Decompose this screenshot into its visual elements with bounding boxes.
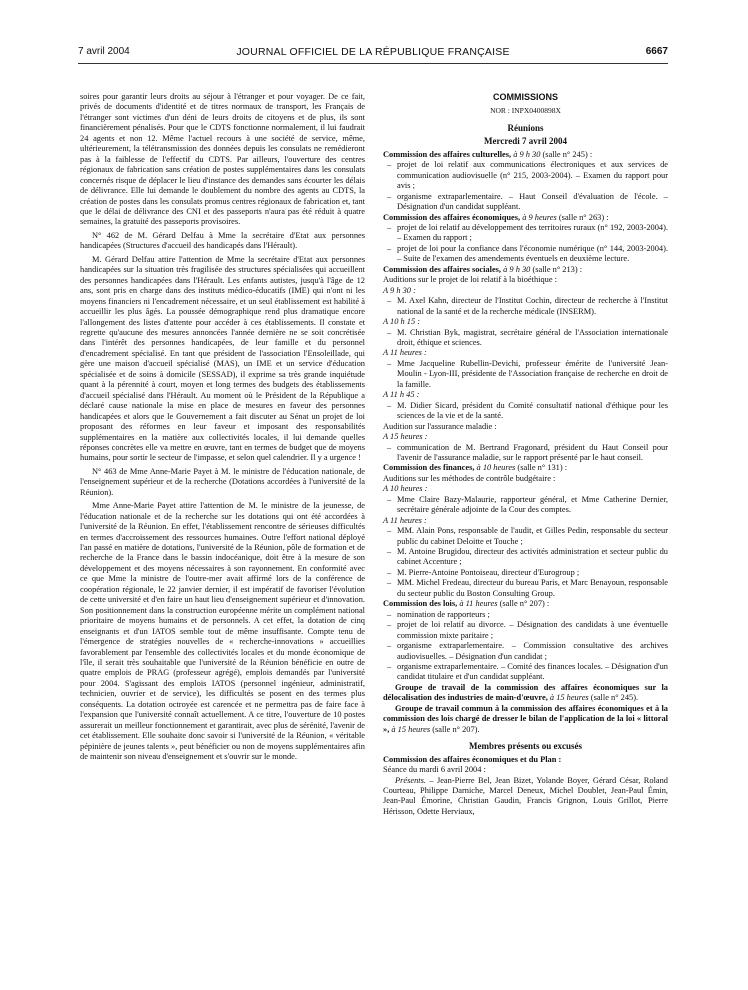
list-item: – projet de loi relatif aux communications électroniques et aux services de communication audiovisuelle (n° 215, 2003-2004). – Examen du rapport pour avis ; bbox=[383, 160, 668, 191]
time-slot: A 11 h 45 : bbox=[383, 390, 420, 400]
agenda-list bbox=[383, 526, 668, 599]
question-title: N° 462 de M. Gérard Delfau à Mme la secrétaire d'Etat aux personnes handicapées (Structures d'accueil des handicapés dans l'Hérault). bbox=[80, 230, 365, 251]
page-header bbox=[78, 46, 668, 62]
paragraph: M. Gérard Delfau attire l'attention de Mme la secrétaire d'Etat aux personnes handicapées sur la situation très fragilisée des structures spécialisées qui accueillent des personnes handicapées dans l'Hérault. Les enfants autistes, jusqu'à l'âge de 12 ans, sont pris en charge dans des instituts médico-éducatifs (IME) qui n'ont ni les moyens financiers ni l'encadrement nécessaire, et un seul établissement est habilité à accueillir les plus âgés. La poussée démographique rend plus dramatique encore l'allongement des listes d'attente pour accéder à ces établissements. Il constate et regrette qu'aucune des mesures annoncées l'année dernière ne se soit concrétisée dans l'intérêt des personnes handicapées, de leur famille et du personnel d'encadrement spécialisé. En tant que président de l'association l'Ensoleillade, qui gère une maison d'accueil spécialisé (MAS), un IME et un service d'éducation spécialisée et de soins à domicile (SESSAD), il exprime sa très grande inquiétude quant à la pérennité à court, moyen et long termes des budgets des établissements d'accueil spécialisé dans l'Hérault. Au moment où le Président de la République a déclaré cause nationale la mise en place de mesures en faveur des personnes handicapées et alors que le Gouvernement a fait discuter au Sénat un projet de loi proposant des réformes en leur faveur et imposant des responsabilités supplémentaires en la matière aux collectivités locales, il lui demande quelles réponses concrètes elle va mettre en œuvre, tant en termes de budget que de moyens humains, pour sortir le secteur de l'impasse, et selon quel calendrier. Il y a urgence ! bbox=[80, 254, 365, 463]
list-item: – MM. Alain Pons, responsable de l'audit, et Gilles Pedin, responsable du secteur public du cabinet Deloitte et Touche ; bbox=[383, 526, 668, 547]
commission-entry: Commission des finances, à 10 heures (salle n° 131) : bbox=[383, 463, 568, 473]
commission-entry: Commission des affaires économiques et du Plan : bbox=[383, 754, 562, 764]
agenda-list bbox=[383, 401, 668, 422]
time-slot: A 11 heures : bbox=[383, 515, 427, 525]
time-slot: A 9 h 30 : bbox=[383, 285, 416, 295]
list-item: – projet de loi pour la confiance dans l'économie numérique (n° 144, 2003-2004). – Suite de l'examen des amendements éventuels en deuxième lecture. bbox=[383, 244, 668, 265]
commission-entry: Commission des affaires économiques, à 9 heures (salle n° 263) : bbox=[383, 212, 609, 222]
agenda-list bbox=[383, 359, 668, 390]
time-slot: A 11 heures : bbox=[383, 348, 427, 358]
list-item: – M. Axel Kahn, directeur de l'Institut Cochin, directeur de recherche à l'Institut national de la santé et de la recherche médicale (INSERM). bbox=[383, 296, 668, 317]
agenda-list bbox=[383, 443, 668, 464]
header-page-number: 6667 bbox=[645, 46, 668, 57]
list-item: – organisme extraparlementaire. – Comité des finances locales. – Désignation d'un candidat titulaire et d'un candidat suppléant. bbox=[383, 662, 668, 683]
list-item: – Mme Claire Bazy-Malaurie, rapporteur général, et Mme Catherine Dernier, secrétaire générale adjointe de la Cour des comptes. bbox=[383, 495, 668, 516]
time-slot: A 15 heures : bbox=[383, 432, 428, 442]
agenda-list bbox=[383, 160, 668, 212]
list-item: – M. Didier Sicard, président du Comité consultatif national d'éthique pour les sciences de la vie et de la santé. bbox=[383, 401, 668, 422]
commission-entry: Commission des lois, à 11 heures (salle n° 207) : bbox=[383, 599, 550, 609]
header-date: 7 avril 2004 bbox=[78, 46, 130, 57]
list-item: – projet de loi relatif au divorce. – Désignation des candidats à une éventuelle commission mixte paritaire ; bbox=[383, 620, 668, 641]
agenda-list bbox=[383, 495, 668, 516]
header-rule bbox=[78, 63, 668, 64]
list-item: – MM. Michel Fredeau, directeur du bureau Paris, et Marc Benayoun, responsable du secteur public du Boston Consulting Group. bbox=[383, 578, 668, 599]
list-item: – projet de loi relatif au développement des territoires ruraux (n° 192, 2003-2004). – Examen du rapport ; bbox=[383, 223, 668, 244]
audition-heading: Auditions sur les méthodes de contrôle budgétaire : bbox=[383, 473, 556, 483]
list-item: – M. Antoine Brugidou, directeur des activités administration et secteur public du cabinet Accenture ; bbox=[383, 547, 668, 568]
list-item: – M. Pierre-Antoine Pontoiseau, directeur d'Eurogroup ; bbox=[383, 568, 668, 578]
right-column bbox=[383, 92, 668, 817]
left-column bbox=[80, 92, 365, 766]
paragraph: Mme Anne-Marie Payet attire l'attention de M. le ministre de la jeunesse, de l'éducation nationale et de la recherche sur les dotations qui ont été accordées à l'université de la Réunion. En effet, l'établissement rencontre de sérieuses difficultés en termes d'accroissement des ressources humaines. Outre l'effort national déployé l'an passé en matière de dotations, l'université de la Réunion, pôle de formation et de recherche de la France dans le bassin indocéanique, doit être à la mesure de son développement et des moyens nécessaires à son rayonnement. En conformité avec ce que Mme la ministre de l'outre-mer avait affirmé lors de la conférence de coopération régionale, le 22 janvier dernier, il est impératif de favoriser l'évolution de cette université et d'en faire un haut lieu d'enseignement supérieur et d'innovation. Son positionnement dans la construction européenne mérite un complément national prioritaire de moyens humains et de personnels. A cet effet, la dotation de cinq enseignants et d'un IATOS semble tout de même insuffisante. Compte tenu de l'émergence de stratégies nouvelles de « recherche-innovations » accueillies favorablement par l'ensemble des collectivités locales et du monde économique de l'île, il serait très souhaitable que l'université de la Réunion bénéficie en outre de quatre emplois de PRAG (professeur agrégé), emplois demandés par l'université pour 2004. S'agissant des emplois IATOS (personnel ingénieur, administratif, technicien, ouvrier et de service), les difficultés se posent en des termes plus conséquents. La dotation octroyée est carencée et ne permettra pas de faire face à l'expansion que l'université connaît actuellement. A ce titre, l'ouverture de 10 postes assurerait un meilleur fonctionnement et garantirait, avec plus de sérénité, l'avenir de cet établissement. Elle souhaite donc savoir si l'université de la Réunion, « véritable pépinière de jeunes talents », peut bénéficier ou non de moyens supplémentaires afin de maintenir son niveau d'enseignement et s'ouvrir sur le monde. bbox=[80, 501, 365, 762]
attendees-list: Présents. – Jean-Pierre Bel, Jean Bizet, Yolande Boyer, Gérard César, Roland Courteau, Philippe Darniche, Marcel Deneux, Michel Doublet, Jean-Paul Émin, Jean-Paul Émorine, Christian Gaudin, Francis Grignon, Louis Grillot, Pierre Hérisson, Odette Herviaux, bbox=[383, 775, 668, 816]
paragraph: soires pour garantir leurs droits au séjour à l'étranger et pour voyager. De ce fait, privés de documents d'identité et de titres normaux de transport, les Français de l'étranger sont victimes d'un déni de leurs droits de citoyens et de plus, ils sont financièrement pénalisés. Pour que le CDTS fonctionne normalement, il lui faudrait 24 agents et non 12. Même l'actuel recours à une société de service, même, ultérieurement, la télétransmission des données depuis les consulats ne remédieront pas à la faiblesse de l'effectif du CDTS. Par ailleurs, l'ouverture des centres régionaux de fabrication sans création de postes supplémentaires dans les consulats concernés risque de déplacer le lieu d'instance des demandes sans écourter les délais de délivrance. Elle lui demande le doublement du nombre des agents au CDTS, la création de postes dans les consulats promus centres régionaux de fabrication et, tant que le délai de délivrance des CNI et des passeports n'aura pas été réduit à quatre semaines, la gratuité des passeports provisoires. bbox=[80, 92, 365, 227]
agenda-list bbox=[383, 223, 668, 265]
session-date: Séance du mardi 6 avril 2004 : bbox=[383, 765, 486, 775]
list-item: – organisme extraparlementaire. – Commission consultative des archives audiovisuelles. – Désignation d'un candidat ; bbox=[383, 641, 668, 662]
agenda-list bbox=[383, 610, 668, 683]
audition-heading: Audition sur l'assurance maladie : bbox=[383, 421, 497, 431]
time-slot: A 10 heures : bbox=[383, 484, 428, 494]
working-group-entry: Groupe de travail de la commission des affaires économiques sur la délocalisation des industries de main-d'œuvre, à 15 heures (salle n° 245). bbox=[383, 682, 668, 703]
question-title: N° 463 de Mme Anne-Marie Payet à M. le ministre de l'éducation nationale, de l'enseignement supérieur et de la recherche (Dotations accordées à l'université de la Réunion). bbox=[80, 466, 365, 497]
nor-reference: NOR : INPX0400898X bbox=[490, 106, 561, 116]
time-slot: A 10 h 15 : bbox=[383, 317, 421, 327]
agenda-list bbox=[383, 328, 668, 349]
commission-entry: Commission des affaires sociales, à 9 h 30 (salle n° 213) : bbox=[383, 264, 583, 274]
list-item: – communication de M. Bertrand Fragonard, président du Haut Conseil pour l'avenir de l'assurance maladie, sur le rapport présenté par le haut conseil. bbox=[383, 443, 668, 464]
section-heading: COMMISSIONS bbox=[492, 92, 558, 102]
section-heading: Membres présents ou excusés bbox=[468, 741, 583, 752]
header-title: JOURNAL OFFICIEL DE LA RÉPUBLIQUE FRANÇAISE bbox=[236, 46, 510, 58]
list-item: – Mme Jacqueline Rubellin-Devichi, professeur émérite de l'université Jean-Moulin - Lyon-III, présidente de l'Association française de recherche en droit de la famille. bbox=[383, 359, 668, 390]
subsection-heading: Réunions bbox=[507, 122, 544, 133]
working-group-entry: Groupe de travail commun à la commission des affaires économiques et à la commission des lois chargé de dresser le bilan de l'application de la loi « littoral », à 15 heures (salle n° 207). bbox=[383, 703, 668, 734]
commission-entry: Commission des affaires culturelles, à 9 h 30 (salle n° 245) : bbox=[383, 149, 593, 159]
date-heading: Mercredi 7 avril 2004 bbox=[484, 136, 567, 147]
list-item: – nomination de rapporteurs ; bbox=[383, 610, 668, 620]
list-item: – organisme extraparlementaire. – Haut Conseil d'évaluation de l'école. – Désignation d'un candidat suppléant. bbox=[383, 192, 668, 213]
agenda-list bbox=[383, 296, 668, 317]
list-item: – M. Christian Byk, magistrat, secrétaire général de l'Association internationale droit, éthique et sciences. bbox=[383, 328, 668, 349]
audition-heading: Auditions sur le projet de loi relatif à la bioéthique : bbox=[383, 275, 557, 285]
